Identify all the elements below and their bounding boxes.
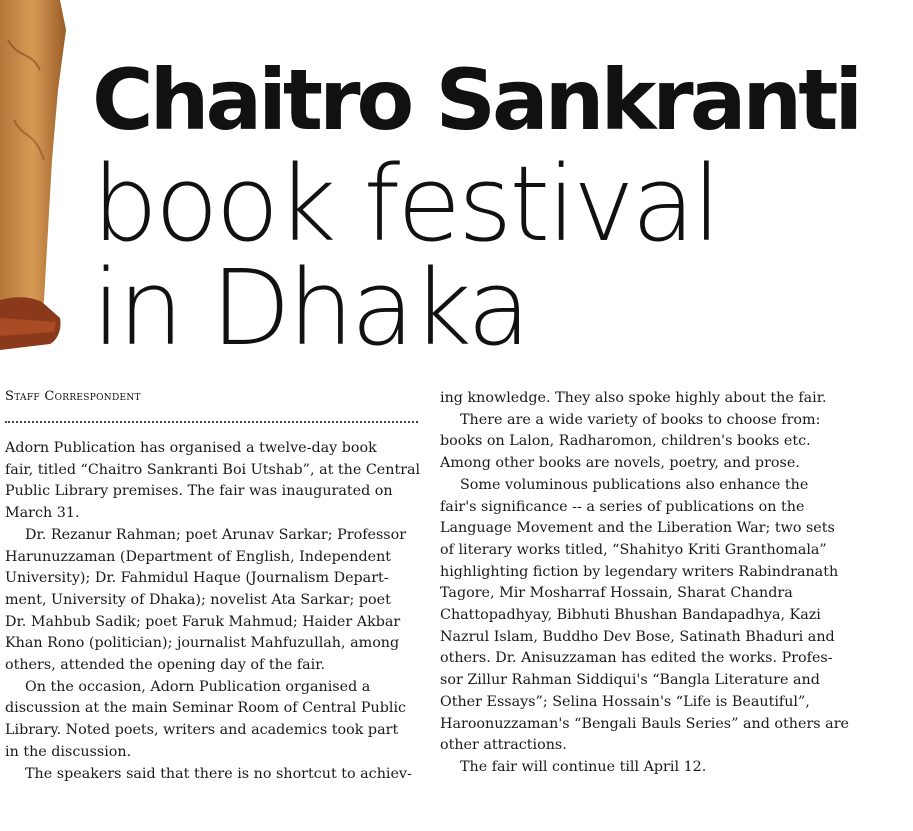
article-line: of literary works titled, “Shahityo Kriti Granthomala” [440, 541, 827, 558]
dotted-divider [5, 421, 418, 423]
article-line: fair, titled “Chaitro Sankranti Boi Utshab”, at the Central [5, 461, 421, 478]
article-line: other attractions. [440, 737, 567, 754]
article-column-2 [440, 388, 870, 779]
article-line: ment, University of Dhaka); novelist Ata Sarkar; poet [5, 591, 391, 608]
article-line: Dr. Mahbub Sadik; poet Faruk Mahmud; Haider Akbar [5, 613, 401, 630]
article-line: Other Essays”; Selina Hossain's “Life is Beautiful”, [440, 693, 810, 710]
article-line: others, attended the opening day of the fair. [5, 657, 326, 674]
article-line: Among other books are novels, poetry, and prose. [440, 455, 800, 472]
article-line: On the occasion, Adorn Publication organised a [25, 678, 371, 695]
article-line: ing knowledge. They also spoke highly about the fair. [440, 390, 827, 406]
article-line: University); Dr. Fahmidul Haque (Journalism Depart- [5, 570, 389, 587]
article-line: Khan Rono (politician); journalist Mahfuzullah, among [5, 635, 400, 652]
article-line: others. Dr. Anisuzzaman has edited the works. Profes- [440, 650, 833, 667]
article-line: Tagore, Mir Mosharraf Hossain, Sharat Chandra [440, 585, 793, 602]
article-line: Language Movement and the Liberation War; two sets [440, 520, 835, 537]
article-line: Adorn Publication has organised a twelve-day book [5, 440, 377, 456]
headline-line-1: Chaitro Sankranti [92, 51, 860, 149]
article-line: Nazrul Islam, Buddho Dev Bose, Satinath Bhaduri and [440, 628, 835, 645]
photo-fragment [0, 0, 70, 360]
article-line: highlighting fiction by legendary writers Rabindranath [440, 563, 839, 580]
byline: Staff Correspondent [5, 389, 141, 404]
article-line: The speakers said that there is no shortcut to achiev- [25, 765, 412, 782]
article-line: Harunuzzaman (Department of English, Independent [5, 548, 392, 565]
article-line: Haroonuzzaman's “Bengali Bauls Series” and others are [440, 715, 849, 732]
headline [92, 48, 860, 369]
article-line: March 31. [5, 505, 80, 522]
article-line: There are a wide variety of books to choose from: [460, 411, 821, 428]
article-line: Dr. Rezanur Rahman; poet Arunav Sarkar; Professor [25, 526, 407, 543]
article-line: Public Library premises. The fair was inaugurated on [5, 483, 393, 500]
article-line: Chattopadhyay, Bibhuti Bhushan Bandapadhya, Kazi [440, 607, 821, 624]
article-line: Library. Noted poets, writers and academics took part [5, 722, 399, 739]
article-line: Some voluminous publications also enhance the [460, 476, 809, 493]
article-line: discussion at the main Seminar Room of Central Public [5, 700, 407, 717]
article-line: sor Zillur Rahman Siddiqui's “Bangla Literature and [440, 672, 820, 689]
article-line: books on Lalon, Radharomon, children's books etc. [440, 433, 811, 450]
article-line: in the discussion. [5, 743, 132, 760]
article-line: fair's significance -- a series of publications on the [440, 498, 805, 515]
article-line: The fair will continue till April 12. [460, 758, 707, 775]
headline-line-3: in Dhaka [92, 247, 528, 369]
article-column-1 [5, 438, 425, 785]
headline-line-2: book festival [92, 143, 719, 265]
